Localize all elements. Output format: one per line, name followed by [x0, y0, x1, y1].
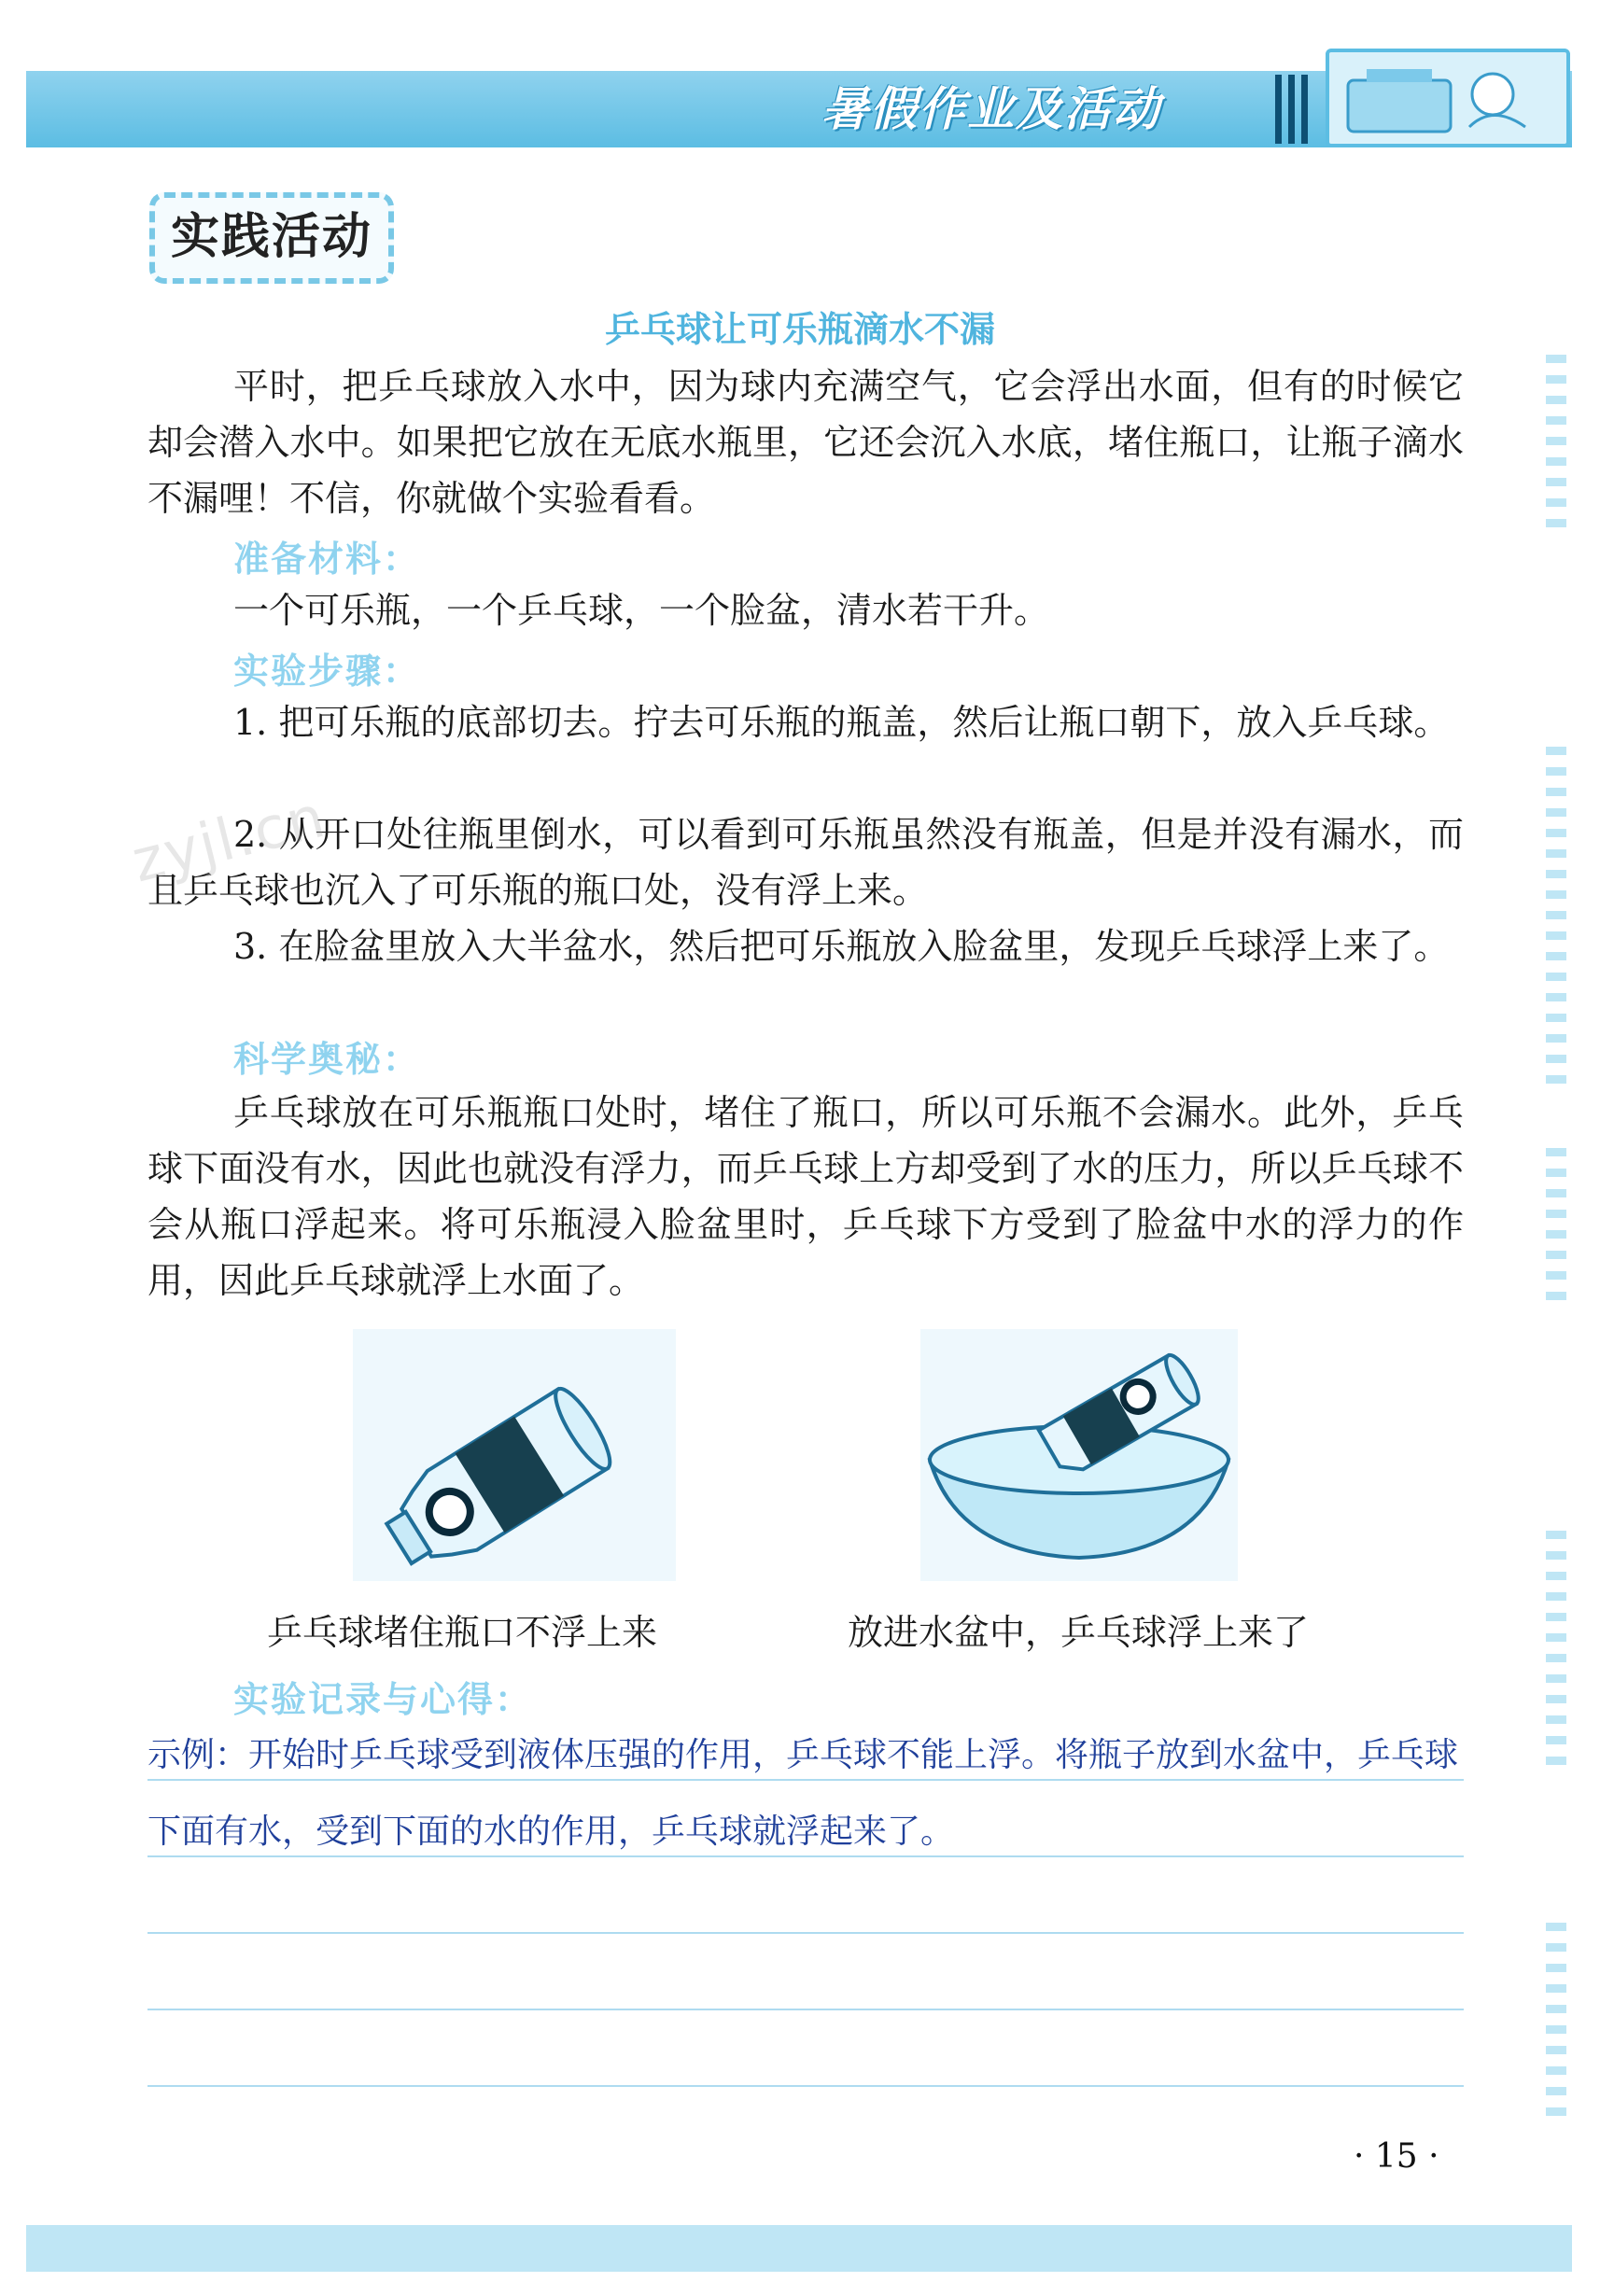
answer-line-4: [147, 2009, 1464, 2010]
watermark: zyjl.cn: [125, 781, 333, 896]
article-title: 乒乓球让可乐瓶滴水不漏: [604, 309, 995, 350]
answer-line-3: [147, 1932, 1464, 1934]
side-dashes-5: [1546, 1923, 1566, 2128]
header-bars: [1271, 75, 1318, 144]
step-3: 3. 在脸盆里放入大半盆水，然后把可乐瓶放入脸盆里，发现乒乓球浮上来了。: [233, 926, 1450, 967]
answer-line-5: [147, 2085, 1464, 2087]
section-label-text: 实践活动: [170, 209, 372, 265]
science-heading: 科学奥秘：: [233, 1039, 421, 1080]
steps-heading: 实验步骤：: [233, 651, 421, 692]
record-heading: 实验记录与心得：: [233, 1679, 533, 1720]
footer-band: [26, 2225, 1572, 2272]
step-1: 1. 把可乐瓶的底部切去。拧去可乐瓶的瓶盖，然后让瓶口朝下，放入乒乓球。: [233, 702, 1450, 743]
answer-line-2: [147, 1855, 1464, 1857]
materials-text: 一个可乐瓶，一个乒乓球，一个脸盆，清水若干升。: [233, 590, 1050, 631]
header-title: 暑假作业及活动: [821, 82, 1161, 136]
section-label: [149, 192, 394, 284]
step-2: 2. 从开口处往瓶里倒水，可以看到可乐瓶虽然没有瓶盖，但是并没有漏水，而且乒乓球也沉入了可乐瓶的瓶口处，没有浮上来。: [147, 814, 1464, 911]
side-dashes-2: [1546, 747, 1566, 1096]
figure-1-caption: 乒乓球堵住瓶口不浮上来: [267, 1612, 658, 1653]
side-dashes-1: [1546, 355, 1566, 539]
intro-paragraph: 平时，把乒乓球放入水中，因为球内充满空气，它会浮出水面，但有的时候它却会潜入水中。如果把它放在无底水瓶里，它还会沉入水底，堵住瓶口，让瓶子滴水不漏哩！不信，你就做个实验看看。: [147, 366, 1464, 519]
record-answer-text: 示例：开始时乒乓球受到液体压强的作用，乒乓球不能上浮。将瓶子放到水盆中，乒乓球下面有水，受到下面的水的作用，乒乓球就浮起来了。: [147, 1736, 1459, 1851]
page-number: · 15 ·: [1354, 2137, 1439, 2176]
figure-2-caption: 放进水盆中，乒乓球浮上来了: [848, 1612, 1310, 1653]
science-text: 乒乓球放在可乐瓶瓶口处时，堵住了瓶口，所以可乐瓶不会漏水。此外，乒乓球下面没有水，因此也就没有浮力，而乒乓球上方却受到了水的压力，所以乒乓球不会从瓶口浮起来。将可乐瓶浸入脸盆里时，乒乓球下方受到了脸盆中水的浮力的作用，因此乒乓球就浮上水面了。: [147, 1092, 1464, 1301]
side-dashes-3: [1546, 1148, 1566, 1312]
answer-line-1: [147, 1779, 1464, 1781]
figure-bottle-image: [353, 1329, 676, 1581]
side-dashes-4: [1546, 1531, 1566, 1777]
materials-heading: 准备材料：: [233, 539, 421, 580]
header-badge-image: [1326, 49, 1570, 147]
figure-basin-image: [920, 1329, 1238, 1581]
